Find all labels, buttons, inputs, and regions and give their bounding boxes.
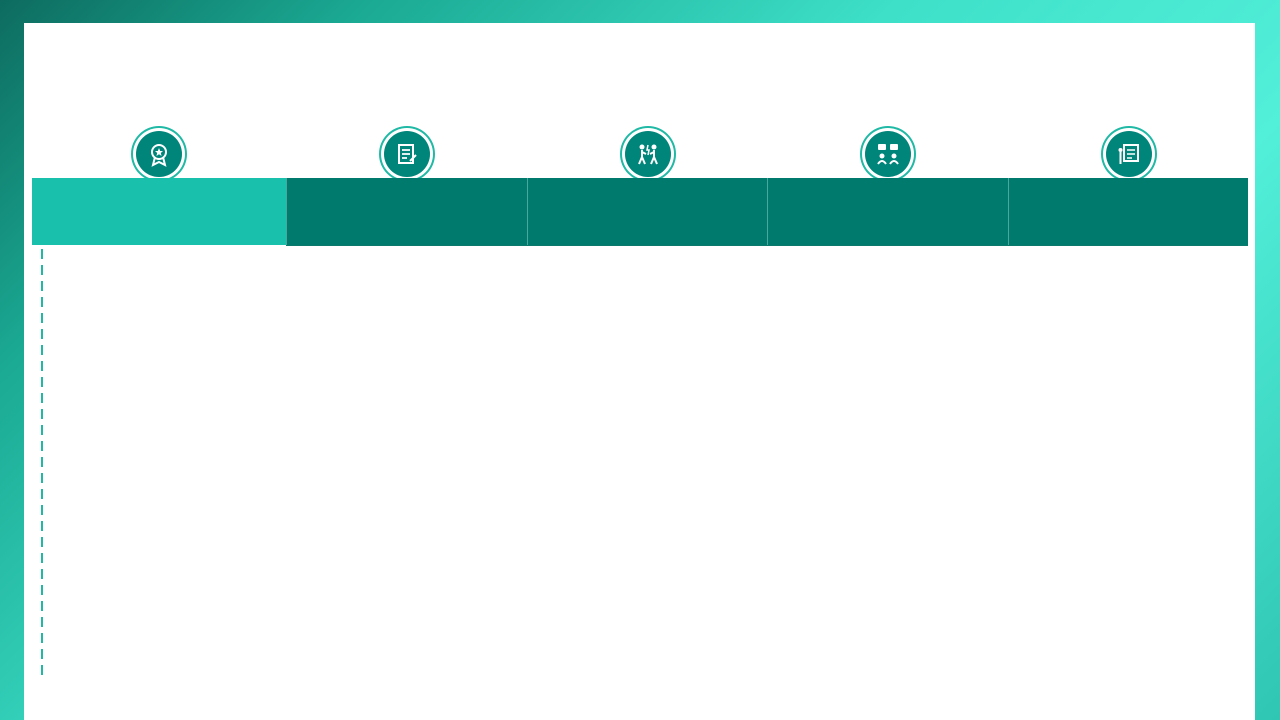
header-position-reference: [527, 178, 768, 245]
award-badge-icon: [136, 131, 182, 177]
characteristics-table: [286, 245, 1248, 246]
header-description: [286, 178, 527, 245]
communication-icon: [865, 131, 911, 177]
header-brand-characteristics: [32, 178, 286, 245]
presentation-board-icon: [1106, 131, 1152, 177]
slide: [24, 23, 1255, 720]
header-example: [1008, 178, 1249, 245]
document-checklist-icon: [384, 131, 430, 177]
timeline-line: [41, 249, 43, 681]
header-tone-and-manner: [767, 178, 1008, 245]
competitors-icon: [625, 131, 671, 177]
